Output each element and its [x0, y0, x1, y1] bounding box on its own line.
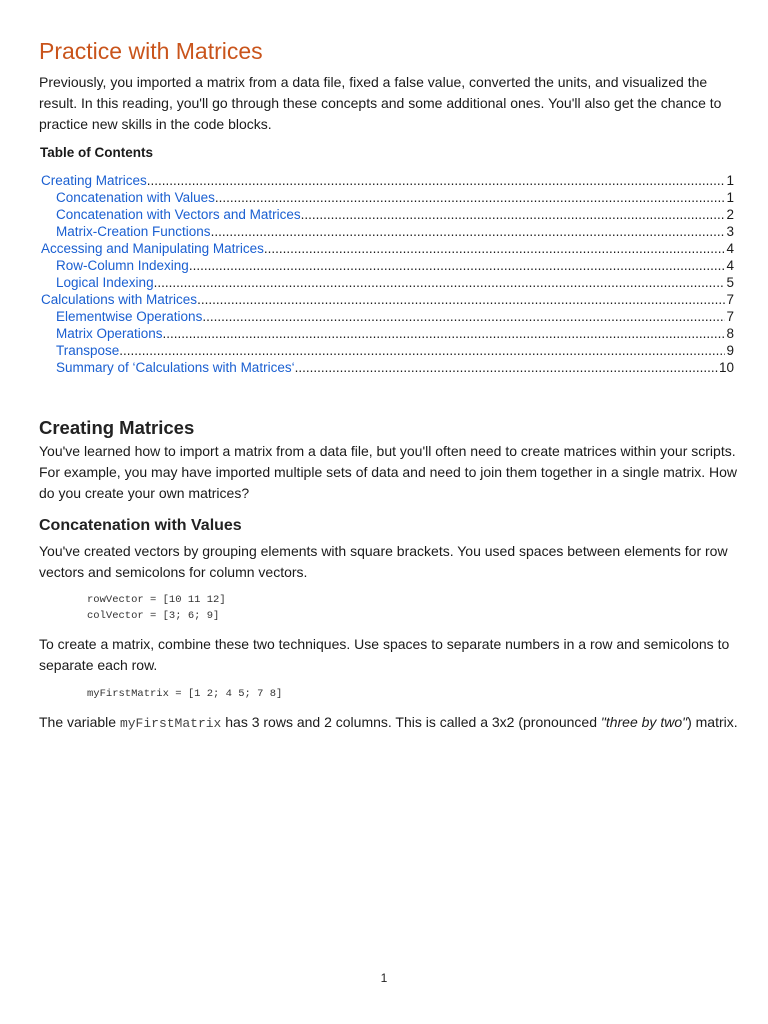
- toc-link[interactable]: Accessing and Manipulating Matrices: [41, 241, 264, 256]
- toc-leader: [211, 223, 726, 240]
- subsection-heading: Concatenation with Values: [39, 517, 242, 534]
- section-paragraph: You've learned how to import a matrix from a data file, but you'll often need to create matrices within your scripts. For example, you may have imported multiple sets of data and need to join them together in a single matrix. How do you create your own matrices?: [39, 443, 738, 501]
- toc-link[interactable]: Summary of ‘Calculations with Matrices‘: [56, 360, 295, 375]
- toc-entry: [41, 359, 734, 376]
- text-run: has 3 rows and 2 columns. This is called a 3x2 (pronounced: [221, 714, 601, 730]
- toc-leader: [202, 308, 725, 325]
- toc-page-number: 7: [726, 292, 734, 307]
- toc-entry: [41, 172, 734, 189]
- subsection-paragraph: You've created vectors by grouping elements with square brackets. You used spaces between elements for row vectors and semicolons for column vectors.: [39, 543, 728, 580]
- toc-entry: [41, 257, 734, 274]
- code-line: myFirstMatrix = [1 2; 4 5; 7 8]: [87, 688, 283, 700]
- toc-page-number: 2: [726, 207, 734, 222]
- toc-entry: [41, 308, 734, 325]
- toc-page-number: 3: [726, 224, 734, 239]
- toc-page-number: 1: [726, 173, 734, 188]
- matrix-description: [39, 712, 739, 734]
- toc-page-number: 7: [726, 309, 734, 324]
- toc-page-number: 1: [726, 190, 734, 205]
- code-line: rowVector = [10 11 12]: [87, 594, 226, 606]
- toc-leader: [119, 342, 725, 359]
- toc-link[interactable]: Transpose: [56, 343, 120, 358]
- page-number: 1: [380, 971, 388, 985]
- toc-leader: [295, 359, 718, 376]
- toc-link[interactable]: Concatenation with Vectors and Matrices: [56, 207, 301, 222]
- toc-entry: [41, 206, 734, 223]
- toc-leader: [189, 257, 726, 274]
- matrix-paragraph: To create a matrix, combine these two techniques. Use spaces to separate numbers in a row and semicolons to separate each row.: [39, 636, 730, 673]
- toc-page-number: 4: [726, 241, 734, 256]
- page-title: Practice with Matrices: [39, 38, 263, 64]
- toc-link[interactable]: Matrix Operations: [56, 326, 163, 341]
- code-block: [87, 592, 226, 624]
- toc-leader: [264, 240, 726, 257]
- emphasis: "three by two": [600, 714, 688, 730]
- toc-link[interactable]: Row-Column Indexing: [56, 258, 189, 273]
- toc-leader: [197, 291, 725, 308]
- toc-leader: [163, 325, 726, 342]
- toc-entry: [41, 325, 734, 342]
- section-heading: Creating Matrices: [39, 417, 195, 438]
- toc-page-number: 5: [726, 275, 734, 290]
- toc-link[interactable]: Calculations with Matrices: [41, 292, 198, 307]
- table-of-contents: [41, 172, 734, 376]
- toc-entry: [41, 189, 734, 206]
- toc-link[interactable]: Concatenation with Values: [56, 190, 215, 205]
- inline-code: myFirstMatrix: [119, 716, 222, 731]
- intro-paragraph: Previously, you imported a matrix from a data file, fixed a false value, converted the units, and visualized the result. In this reading, you'll go through these concepts and some additional ones. You'll also get the chance to practice new skills in the code blocks.: [39, 74, 722, 132]
- toc-leader: [301, 206, 726, 223]
- toc-page-number: 9: [726, 343, 734, 358]
- toc-entry: [41, 223, 734, 240]
- toc-entry: [41, 274, 734, 291]
- code-line: colVector = [3; 6; 9]: [87, 610, 220, 622]
- toc-link[interactable]: Creating Matrices: [41, 173, 147, 188]
- toc-leader: [147, 172, 726, 189]
- toc-link[interactable]: Matrix-Creation Functions: [56, 224, 211, 239]
- toc-page-number: 10: [718, 360, 734, 375]
- code-block: [87, 686, 282, 702]
- toc-entry: [41, 342, 734, 359]
- toc-entry: [41, 291, 734, 308]
- toc-link[interactable]: Elementwise Operations: [56, 309, 203, 324]
- toc-leader: [154, 274, 726, 291]
- toc-link[interactable]: Logical Indexing: [56, 275, 154, 290]
- toc-entry: [41, 240, 734, 257]
- text-run: ) matrix.: [687, 714, 738, 730]
- toc-leader: [215, 189, 726, 206]
- toc-page-number: 4: [726, 258, 734, 273]
- toc-heading: Table of Contents: [40, 145, 153, 160]
- text-run: The variable: [39, 714, 120, 730]
- toc-page-number: 8: [726, 326, 734, 341]
